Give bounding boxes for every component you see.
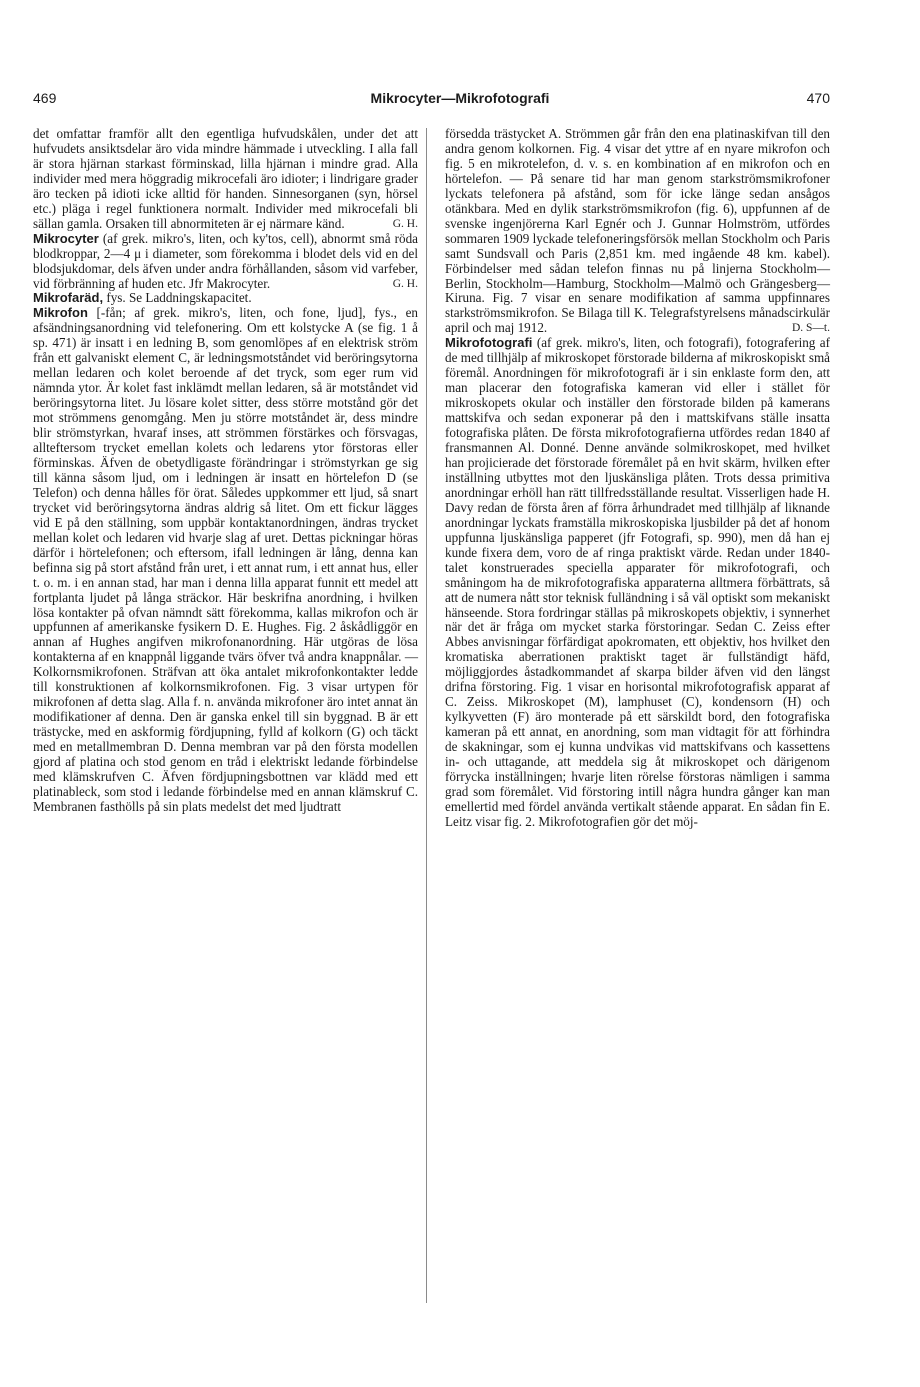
entry-mikrocyter xyxy=(33,232,418,292)
entry-headword: Mikrocyter xyxy=(33,230,99,246)
entry-text: fys. Se Laddningskapacitet. xyxy=(103,290,252,306)
left-column xyxy=(33,127,418,815)
page-number-right: 470 xyxy=(806,90,830,106)
author-signature: G. H. xyxy=(392,277,418,290)
entry-headword: Mikrofon xyxy=(33,305,88,321)
entry-mikrofotografi xyxy=(445,336,830,829)
entry-text: (af grek. mikro's, liten, och ky'tos, cell), abnormt små röda blodkroppar, 2—4 μ i diameter, som förekomma i blodet dels vid en del blodsjukdomar, dels äfven under andra förhållanden, såsom vid varfeber, vid förbränning af huden etc. Jfr Makrocyter. xyxy=(33,230,418,291)
entry-text: [-fån; af grek. mikro's, liten, och fone, ljud], fys., en afsändningsanordning vid telefonering. Om ett kolstycke A (se fig. 1 å sp. 471) är insatt i en ledning B, som genomlöpes af en elektrisk ström från ett galvaniskt element C, är ledningsmotståndet vid beröringsytorna mellan ledaren och kolet beroende af det tryck, som eger rum vid nämnda ytor. Är kolet fast inklämdt mellan ledaren, så är motståndet vid beröringsytorna litet. Ju lösare kolet sitter, dess större motstånd gör det mot strömmens genomgång. Men ju större motståndet är, dess mindre blir strömstyrkan, hvaraf inses, att strömmen förstärkes och försvagas, allteftersom trycket emellan kolets och ledarens ytor förstoras eller förminskas. Äfven de obetydligaste förändringar i strömstyrkan ge sig till känna såsom ljud, om i ledningen är insatt en hörtelefon D (se Telefon) och denna hålles för örat. Således uppkommer ett ljud, så snart trycket vid beröringsytorna ändras aldrig så litet. Om ett fickur lägges vid E på den ställning, som uppbär kontaktanordningen, ändras trycket mellan kolet och ledaren vid hvarje slag af uret. Dettas pickningar höras därför i hörtelefonen; och eftersom, ifall ledningen är lång, denna kan befinna sig på stort afstånd från uret, i ett annat rum, i ett annat hus, eller t. o. m. i en annan stad, har man i denna lilla apparat funnit ett medel att fortplanta ljudet på långa sträckor. Här beskrifna anordning, i hvilken lösa kontakter på ofvan nämndt sätt förekomma, kallas mikrofon och är uppfunnen af amerikanske fysikern D. E. Hughes. Fig. 2 åskådliggör en annan af Hughes angifven mikrofonanordning. Här utgöras de lösa kontakterna af en knappnål liggande tvärs öfver två andra knappnålar. — Kolkornsmikrofonen. Sträfvan att öka antalet mikrofonkontakter ledde till konstruktionen af kolkornsmikrofonen. Fig. 3 visar urtypen för mikrofonen af detta slag. Alla f. n. använda mikrofoner äro intet annat än modifikationer af denna. Den är ganska enkel till sin byggnad. B är ett trästycke, med en askformig fördjupning, fylld af kolkorn (G) och täckt med en metallmembran D. Denna membran var på den första modellen gjord af platina och stod genom en tråd i elektriskt ledande förbindelse med klämskrufven C. Äfven fördjupningsbottnen var klädd med ett platinableck, som stod i ledande förbindelse med en annan klämskruf C. Membranen fasthölls på sin plats medelst det med ljudtratt xyxy=(33,305,418,814)
entry-text: det omfattar framför allt den egentliga hufvudskålen, under det att hufvudets ansiktsdelar äro vida mindre hämmade i utveckling. I alla fall är stora hjärnan starkast förminskad, lilla hjärnan i mindre grad. Alla individer med mera höggradig mikrocefali äro idioter; i lindrigare grader äro tecken på idioti icke alltid för handen. Sinnesorganen (syn, hörsel etc.) pläga i regel funktionera normalt. Individer med mikrocefali bli sällan gamla. Orsaken till abnormiteten är ej närmare känd. xyxy=(33,126,418,231)
entry-mikrocefali-continued xyxy=(33,127,418,232)
entry-text: försedda trästycket A. Strömmen går från den ena platinaskifvan till den andra genom kolkornen. Fig. 4 visar det yttre af en nyare mikrofon och fig. 5 en mikrotelefon, d. v. s. en kombination af en mikrofon och en hörtelefon. — På senare tid har man genom starkströmsmikrofoner lyckats telefonera på afstånd, som för icke länge sedan ansågos otänkbara. Med en dylik starkströmsmikrofon (fig. 6), uppfunnen af de svenske ingenjörerna Karl Egnér och J. Gunnar Holmström, utfördes sommaren 1909 lyckade telefoneringsförsök mellan Stockholm och Paris samt Sundsvall och Paris (2,851 km. med ingående 48 km. kabel). Förbindelser med sådan telefon finnas nu på linjerna Stockholm—Berlin, Stockholm—Hamburg, Stockholm—Malmö och Grängesberg—Kiruna. Fig. 7 visar en senare modifikation af samma uppfinnares starkströmsmikrofon. Se Bilaga till K. Telegrafstyrelsens månadscirkulär april och maj 1912. xyxy=(445,126,831,336)
entry-mikrofarad xyxy=(33,291,418,306)
author-signature: D. S—t. xyxy=(791,322,830,335)
entry-headword: Mikrofotografi xyxy=(445,335,533,351)
entry-mikrofon xyxy=(33,306,418,814)
entry-text: (af grek. mikro's, liten, och fotografi), fotografering af de med tillhjälp af mikroskopet förstorade bilderna af mikroskopiskt små föremål. Anordningen för mikrofotografi är i sin enklaste form den, att man placerar den fotografiska kameran vid eller i stället för mikroskopets okular och inställer den förstorade bilden på kamerans mattskifva och sedan exponerar på den i mattskifvans ställe insatta fotografiska plåten. De första mikrofotografierna utfördes redan 1840 af fransmannen Al. Donné. Denne använde solmikroskopet, med hvilket han projicierade det förstorade föremålet på en hvit skärm, hvilken efter inställning utbyttes mot den ljuskänsliga plåten. Trots dessa primitiva anordningar erhöll han rätt tillfredsställande resultat. Visserligen hade H. Davy redan de första åren af förra århundradet med tillhjälp af liknande anordningar lyckats framställa mikroskopiska ljusbilder på det af honom uppfunna ljuskänsliga papperet (jfr Fotografi, sp. 990), men då han ej kunde fixera dem, voro de af ringa praktiskt värde. Redan under 1840-talet konstruerades speciella apparater för mikrofotografi, och småningom ha de mikrofotografiska apparaterna alltmera förbättrats, så att de numera nått stor teknisk fulländning i så väl optiskt som mekaniskt hänseende. Stora fordringar ställas på mikroskopets objektiv, i synnerhet när det är fråga om mycket starka förstoringar. Sedan C. Zeiss efter Abbes anvisningar förfärdigat apokromaten, ett objektiv, hos hvilket den kromatiska aberrationen praktiskt taget är fullständigt häfd, möjliggjordes åstadkommandet af skarpa bilder äfven vid den längst drifna förstoring. Fig. 1 visar en horisontal mikrofotografisk apparat af C. Zeiss. Mikroskopet (M), lamphuset (C), kondensorn (H) och kylkyvetten (F) äro monterade på ett särskildt bord, den fotografiska kameran på ett annat, en anordning, som man vidtagit för att förhindra de skakningar, som ej kunna undvikas vid mattskifvans och kassettens in- och uttagande, att meddela sig åt mikroskopet och därigenom förrycka inställningen; hvarje liten rörelse förstoras nämligen i samma grad som föremålet. Vid förstoring intill några hundra gånger kan man emellertid med fördel använda vertikalt stående apparat. En sådan fin E. Leitz visar fig. 2. Mikrofotografien gör det möj- xyxy=(445,335,830,829)
author-signature: G. H. xyxy=(392,217,418,230)
running-title: Mikrocyter—Mikrofotografi xyxy=(370,90,550,106)
page-number-left: 469 xyxy=(33,90,57,106)
entry-headword: Mikrofaräd, xyxy=(33,290,104,306)
right-column xyxy=(445,127,830,830)
column-divider xyxy=(426,128,427,1303)
entry-mikrofon-continued xyxy=(445,127,830,336)
